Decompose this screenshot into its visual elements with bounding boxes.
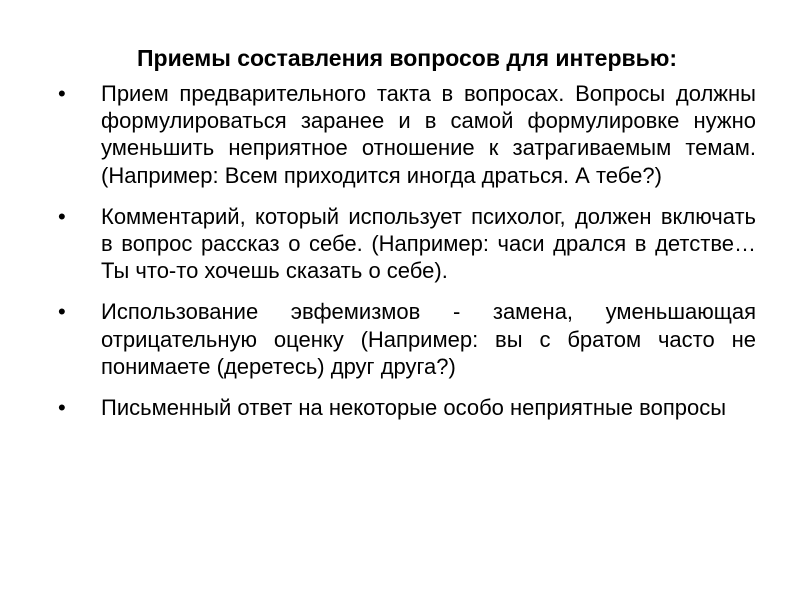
list-item — [0, 298, 800, 380]
slide-title: Приемы составления вопросов для интервью: — [137, 45, 678, 71]
list-item-text: Использование эвфемизмов - замена, уменьшающая отрицательную оценку (Например: вы с братом часто не понимаете (деретесь) друг друга?) — [101, 299, 756, 379]
bullet-icon: • — [58, 81, 66, 106]
list-item — [0, 203, 800, 285]
bullet-icon: • — [58, 203, 66, 229]
list-item — [0, 394, 800, 421]
bullet-icon: • — [58, 299, 66, 325]
bullet-list — [0, 80, 800, 435]
list-item-text: Письменный ответ на некоторые особо неприятные вопросы — [101, 395, 727, 421]
list-item-text: Прием предварительного такта в вопросах. Вопросы должны формулироваться заранее и в самой формулировке нужно уменьшить неприятное отношение к затрагиваемым темам. (Например: Всем приходится иногда драться. А тебе?) — [101, 81, 756, 188]
list-item — [0, 80, 800, 189]
list-item-text: Комментарий, который использует психолог, должен включать в вопрос рассказ о себе. (Например: часи дрался в детстве… Ты что-то хочешь сказать о себе). — [101, 203, 756, 284]
bullet-icon: • — [58, 395, 66, 421]
